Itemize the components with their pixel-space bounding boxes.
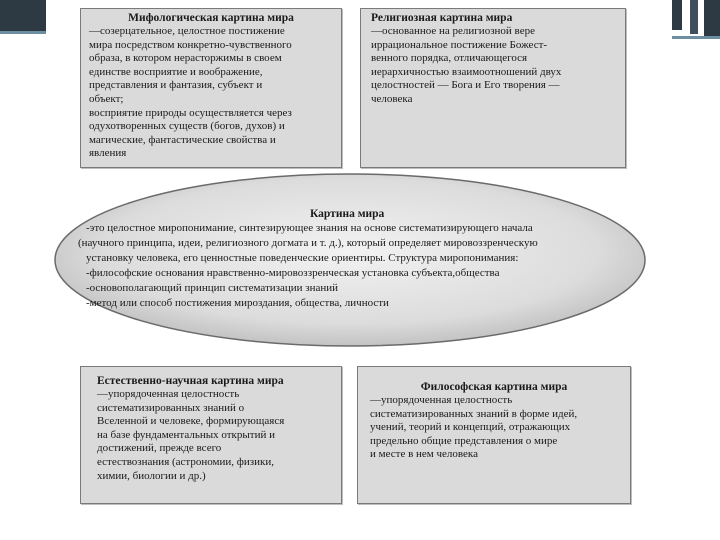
philosophical-line: систематизированных знаний в форме идей, — [370, 407, 578, 420]
mythological-line: одухотворенных существ (богов, духов) и — [89, 120, 285, 133]
religious-title: Религиозная картина мира — [371, 12, 513, 24]
mythological-line: образа, в котором нерасторжимы в своем — [89, 52, 282, 65]
religious-line: иррациональное постижение Божест- — [371, 38, 548, 51]
center-line: -философские основания нравственно-мировоззренческая установка субъекта,общества — [86, 267, 500, 279]
mythological-line: единстве восприятие и воображение, — [89, 65, 263, 78]
philosophical-line: предельно общие представления о мире — [370, 434, 558, 447]
mythological-line: объект; — [89, 92, 124, 105]
mythological-line: мира посредством конкретно-чувственного — [89, 38, 292, 51]
philosophical-card — [357, 366, 631, 504]
scientific-line: систематизированных знаний о — [97, 401, 245, 414]
scientific-line: достижений, прежде всего — [97, 442, 222, 455]
philosophical-title: Философская картина мира — [420, 381, 568, 393]
philosophical-line: —упорядоченная целостность — [370, 394, 513, 406]
philosophical-line: и месте в нем человека — [370, 448, 478, 461]
religious-line: —основанное на религиозной вере — [371, 25, 535, 37]
philosophical-line: учений, теорий и концепций, отражающих — [370, 421, 571, 434]
mythological-title: Мифологическая картина мира — [128, 12, 294, 24]
center-title: Картина мира — [310, 208, 385, 220]
scientific-body — [97, 388, 341, 483]
scientific-title: Естественно-научная картина мира — [97, 375, 284, 387]
philosophical-body — [370, 394, 630, 462]
center-line: установку человека, его ценностные поведенческие ориентиры. Структура миропонимания: — [86, 252, 519, 264]
center-line: (научного принципа, идеи, религиозного догмата и т. д.), который определяет мировоззренческую — [78, 237, 538, 249]
center-line: -основополагающий принцип систематизации знаний — [86, 282, 339, 294]
mythological-line: явления — [89, 147, 127, 160]
center-line: -метод или способ постижения мироздания, общества, личности — [86, 297, 389, 309]
mythological-line: представления и фантазия, субъект и — [89, 79, 263, 92]
scientific-card — [80, 366, 342, 504]
mythological-line: магические, фантастические свойства и — [89, 133, 276, 146]
scientific-line: —упорядоченная целостность — [97, 388, 240, 400]
scientific-line: химии, биологии и др.) — [97, 469, 206, 482]
mythological-line: —созерцательное, целостное постижение — [89, 25, 285, 37]
scientific-line: на базе фундаментальных открытий и — [97, 428, 275, 441]
center-line: -это целостное миропонимание, синтезирующее знания на основе систематизирующего начала — [86, 222, 533, 234]
scientific-line: Вселенной и человеке, формирующаяся — [97, 415, 285, 428]
religious-line: человека — [371, 92, 413, 105]
mythological-line: восприятие природы осуществляется через — [89, 106, 292, 119]
scientific-line: естествознания (астрономии, физики, — [97, 455, 275, 468]
religious-line: иерархичностью взаимоотношений двух — [371, 65, 562, 78]
religious-line: целостностей — Бога и Его творения — — [371, 79, 560, 92]
religious-line: венного порядка, отличающегося — [371, 52, 528, 65]
